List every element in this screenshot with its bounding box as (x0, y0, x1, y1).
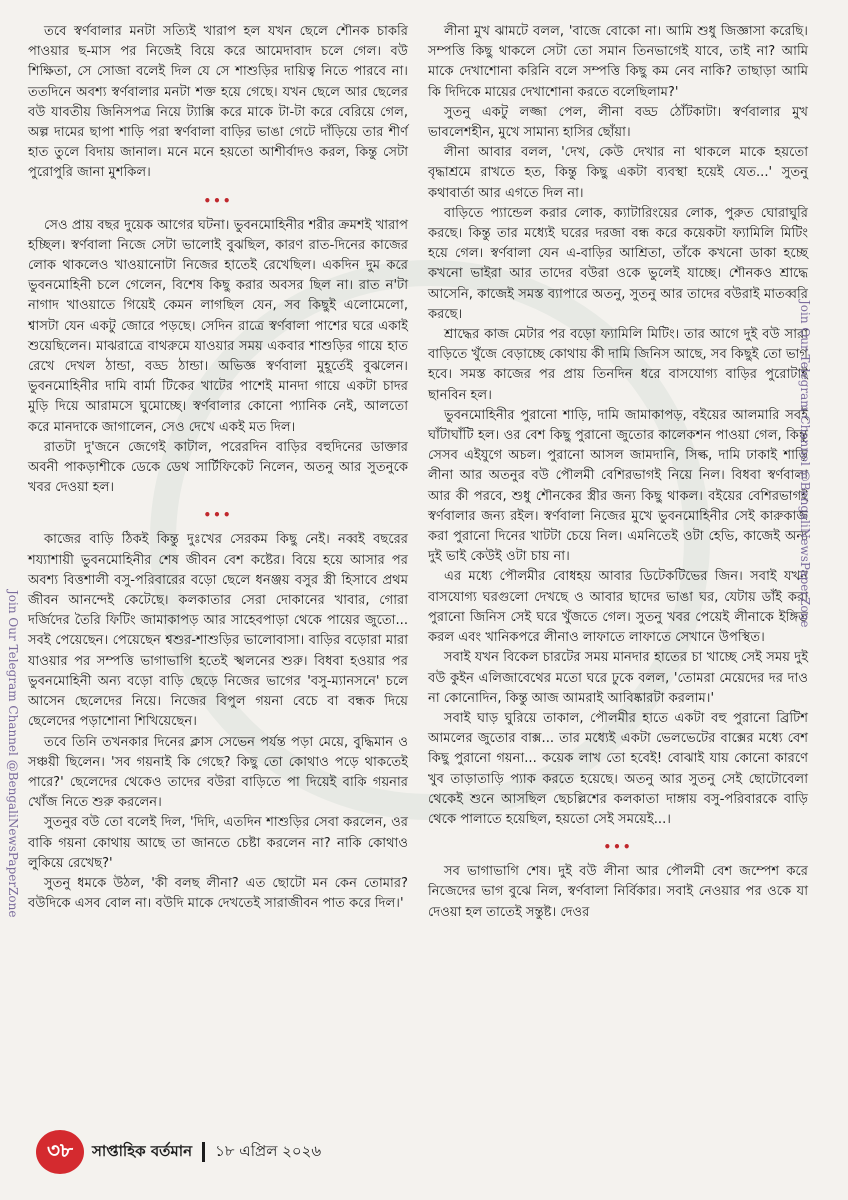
section-separator: ••• (603, 840, 633, 855)
story-paragraph: কাজের বাড়ি ঠিকই কিন্তু দুঃখের সেরকম কিছু নেই। নব্বই বছরের শয্যাশায়ী ভুবনমোহিনীর শেষ জীবন বেশ কষ্টের। বিয়ে হয়ে আসার পর অবশ্য বিত্তশালী বসু-পরিবারের বড়ো ছেলে ধনঞ্জয় বসুর স্ত্রী হিসাবে প্রথম জীবন আনন্দেই কেটেছে। কলকাতার সেরা দোকানের খাবার, গোরা দর্জিদের তৈরি ফিটিং জামাকাপড় আর সাহেবপাড়া থেকে পায়ের জুতো... সবই পেয়েছেন। পেয়েছেন শ্বশুর-শাশুড়ির ভালোবাসা। বাড়ির বড়োরা মারা যাওয়ার পর সম্পত্তি ভাগাভাগি হতেই স্খলনের শুরু। বিধবা হওয়ার পর ভুবনমোহিনী অন্য বড়ো বাড়ি ছেড়ে নিজের ভাগের 'বসু-ম্যানসনে' চলে আসেন ছেলেদের নিয়ে। নিজের বিপুল গয়না বেচে বা বন্ধক দিয়ে ছেলেদের পড়াশোনা শিখিয়েছেন। (28, 532, 408, 730)
telegram-promo-right: Join Our Telegram Channel @BengaliNewsPaperZone (798, 300, 812, 628)
story-paragraph: এর মধ্যে পৌলমীর বোধহয় আবার ডিটেকটিভের জিন। সবাই যখন বাসযোগ্য ঘরগুলো দেখছে ও আবার ছাদের ভাঙা ঘর, যেটায় ডাঁই করা পুরানো জিনিস সেই ঘরে খুঁজতে গেল। সুতনু খবর পেয়েই লীনাকে ইঙ্গিত করল এবং খানিকপরে লীনাও লাফাতে লাফাতে সেখানে উপস্থিত। (428, 569, 808, 646)
left-column (28, 22, 408, 914)
story-paragraph: সেও প্রায় বছর দুয়েক আগের ঘটনা। ভুবনমোহিনীর শরীর ক্রমশই খারাপ হচ্ছিল। স্বর্ণবালা নিজে সেটা ভালোই বুঝছিল, কারণ রাত-দিনের কাজের লোক থাকলেও খাওয়ানোটা নিজের হাতেই রেখেছিল। একদিন দুম করে ভুবনমোহিনী চলে গেলেন, বিশেষ কিছু করার অবসর ছিল না। রাত ন'টা নাগাদ খাওয়াতে গিয়েই কেমন লাগছিল যেন, সব কিছুই এলোমেলো, শ্বাসটা যেন একটু জোরে পড়ছে। সেদিন রাত্রে স্বর্ণবালা পাশের ঘরে একাই শুয়েছিলেন। মাঝরাত্রে বাথরুমে যাওয়ার সময় একবার শাশুড়ির গায়ে হাত রেখে দেখল ঠান্ডা, বড্ড ঠান্ডা। অভিজ্ঞ স্বর্ণবালা মুহূর্তেই বুঝলেন। ভুবনমোহিনীর দামি বার্মা টিকের খাটের পাশেই মানদা গায়ে একটা চাদর মুড়ি দিয়ে আরামসে ঘুমোচ্ছে। স্বর্ণবালার কোনো প্যানিক নেই, আলতো করে মানদাকে জাগালেন, সেও দেখে একই মত দিল। (28, 217, 408, 435)
footer-divider (202, 1142, 205, 1162)
story-paragraph: লীনা আবার বলল, 'দেখ, কেউ দেখার না থাকলে মাকে হয়তো বৃদ্ধাশ্রমে রাখতে হত, কিন্তু কিছু একটা ব্যবস্থা হয়েই যেত...' সুতনু কথাবার্তা আর এগতে দিল না। (428, 145, 808, 201)
story-paragraph: লীনা মুখ ঝামটে বলল, 'বাজে বোকো না। আমি শুধু জিজ্ঞাসা করেছি। সম্পত্তি কিছু থাকলে সেটা তো সমান তিনভাগেই যাবে, তাই না? আমি মাকে দেখাশোনা করিনি বলে সম্পত্তি কিছু কম নেব নাকি? তাছাড়া আমি কি দিদিকে মায়ের দেখাশোনা করতে বলেছিলাম?' (428, 24, 808, 100)
section-separator: ••• (203, 508, 233, 523)
story-paragraph: রাতটা দু'জনে জেগেই কাটাল, পরেরদিন বাড়ির বহুদিনের ডাক্তার অবনী পাকড়াশীকে ডেকে ডেথ সার্টিফিকেট নিলেন, অতনু আর সুতনুকে খবর দেওয়া হল। (28, 439, 408, 496)
right-column (428, 22, 808, 923)
story-paragraph: সব ভাগাভাগি শেষ। দুই বউ লীনা আর পৌলমী বেশ জম্পেশ করে নিজেদের ভাগ বুঝে নিল, স্বর্ণবালা নির্বিকার। সবাই নেওয়ার পর ওকে যা দেওয়া হল তাতেই সন্তুষ্ট। দেওর (428, 864, 808, 920)
story-paragraph: সুতনু ধমকে উঠল, 'কী বলছ লীনা? এত ছোটো মন কেন তোমার? বউদিকে এসব বোল না। বউদি মাকে দেখতেই সারাজীবন পাত করে দিল।' (28, 875, 408, 912)
issue-date: ১৮ এপ্রিল ২০২৬ (215, 1141, 322, 1160)
story-paragraph: তবে তিনি তখনকার দিনের ক্লাস সেভেন পর্যন্ত পড়া মেয়ে, বুদ্ধিমান ও সঞ্চয়ী ছিলেন। 'সব গয়নাই কি গেছে? কিছু তো কোথাও পড়ে থাকতেই পারে?' ছেলেদের থেকেও তাদের বউরা বাড়িতে পা দিয়েই বাকি গয়নার খোঁজ নিতে শুরু করলেন। (28, 734, 408, 811)
story-paragraph: বাড়িতে প্যান্ডেল করার লোক, ক্যাটারিংয়ের লোক, পুরুত ঘোরাঘুরি করছে। কিন্তু তার মধ্যেই ঘরের দরজা বন্ধ করে কয়েকটা ফ্যামিলি মিটিং হয়ে গেল। স্বর্ণবালা যেন এ-বাড়ির আশ্রিতা, তাঁকে কখনো ডাকা হচ্ছে কখনো ভাইরা আর তাদের বউরা ওকে ভুলেই যাচ্ছে। শৌনকও শ্রাদ্ধে আসেনি, কাজেই সমস্ত ব্যাপারে অতনু, সুতনু আর তাদের বউরাই মাতব্বরি করছে। (428, 205, 808, 322)
story-paragraph: সুতনুর বউ তো বলেই দিল, 'দিদি, এতদিন শাশুড়ির সেবা করলেন, ওর বাকি গয়না কোথায় আছে তা জানতে চেষ্টা করলেন না? নাকি কোথাও লুকিয়ে রেখেছ?' (28, 815, 408, 871)
story-paragraph: সবাই যখন বিকেল চারটের সময় মানদার হাতের চা খাচ্ছে সেই সময় দুই বউ কুইন এলিজাবেথের মতো ঘরে ঢুকে বলল, 'তোমরা মেয়েদের দর দাও না কোনোদিন, কিন্তু আজ আমরাই আবিষ্কারটা করলাম।' (428, 650, 808, 706)
story-paragraph: সুতনু একটু লজ্জা পেল, লীনা বড্ড ঠোঁটকাটা। স্বর্ণবালার মুখ ভাবলেশহীন, মুখে সামান্য হাসির ছোঁয়া। (428, 104, 808, 141)
story-paragraph: সবাই ঘাড় ঘুরিয়ে তাকাল, পৌলমীর হাতে একটা বহু পুরানো ব্রিটিশ আমলের জুতোর বাক্স... তার মধ্যেই একটা ভেলভেটের বাক্সের মধ্যে বেশ কিছু পুরানো গয়না... কয়েক লাখ তো হবেই! বোঝাই যায় কোনো কারণে খুব তাড়াতাড়ি প্যাক করতে হয়েছে। অতনু আর সুতনু সেই ছোটোবেলা থেকেই শুনে আসছিল ছেচল্লিশের কলকাতা দাঙ্গায় বসু-পরিবারকে বাড়ি থেকে পালাতে হয়েছিল, হয়তো সেই সময়েই...। (428, 710, 808, 827)
page-number-badge: ৩৮ (36, 1130, 84, 1174)
section-separator: ••• (203, 193, 233, 208)
publication-name: সাপ্তাহিক বর্তমান (92, 1141, 193, 1160)
page-footer (36, 1130, 321, 1174)
telegram-promo-left: Join Our Telegram Channel @BengaliNewsPaperZone (6, 590, 20, 918)
story-paragraph: ভুবনমোহিনীর পুরানো শাড়ি, দামি জামাকাপড়, বইয়ের আলমারি সবই ঘাঁটাঘাঁটি হল। ওর বেশ কিছু পুরানো জুতোর কালেকশন পাওয়া গেল, কিন্তু সেসব এইযুগে অচল। পুরানো আসল জামদানি, সিল্ক, দামি ঢাকাই শাড়ি লীনা আর অতনুর বউ পৌলমী বেশিরভাগই নিয়ে নিল। বিধবা স্বর্ণবালা আর কী পরবে, শুধু শৌনকের স্ত্রীর জন্য কিছু থাকল। বইয়ের বেশিরভাগই স্বর্ণবালার জন্য রইল। স্বর্ণবালা নিজের মুখে ভুবনমোহিনীর সেই কারুকাজ করা পুরানো দিনের খাটটা চেয়ে নিল। এমনিতেই ওটা হেভি, কাজেই অন্য দুই ভাই কেউই ওটা চায় না। (428, 407, 808, 565)
story-paragraph: শ্রাদ্ধের কাজ মেটার পর বড়ো ফ্যামিলি মিটিং। তার আগে দুই বউ সারা বাড়িতে খুঁজে বেড়াচ্ছে কোথায় কী দামি জিনিস আছে, সব কিছুই তো ভাগ হবে। সমস্ত কাজের পর প্রায় তিনদিন ধরে বাসযোগ্য বাড়ির পুরোটাই ছানবিন হল। (428, 327, 808, 403)
story-paragraph: তবে স্বর্ণবালার মনটা সত্যিই খারাপ হল যখন ছেলে শৌনক চাকরি পাওয়ার ছ-মাস পর নিজেই বিয়ে করে আমেদাবাদ চলে গেল। বউ শিক্ষিতা, সে সোজা বলেই দিল যে সে শাশুড়ির দায়িত্ব নিতে পারবে না। ততদিনে অবশ্য স্বর্ণবালার মনটা শক্ত হয়ে গেছে। যখন ছেলে আর ছেলের বউ যাবতীয় জিনিসপত্র নিয়ে ট্যাক্সি করে মাকে টা-টা করে বেরিয়ে গেল, অল্প দামের ছাপা শাড়ি পরা স্বর্ণবালা বাড়ির ভাঙা গেটে দাঁড়িয়ে তার শীর্ণ হাত তুলে বিদায় জানাল। মনে মনে হয়তো আশীর্বাদও করল, কিন্তু সেটা পুরোপুরি জানা মুশকিল। (28, 24, 408, 181)
